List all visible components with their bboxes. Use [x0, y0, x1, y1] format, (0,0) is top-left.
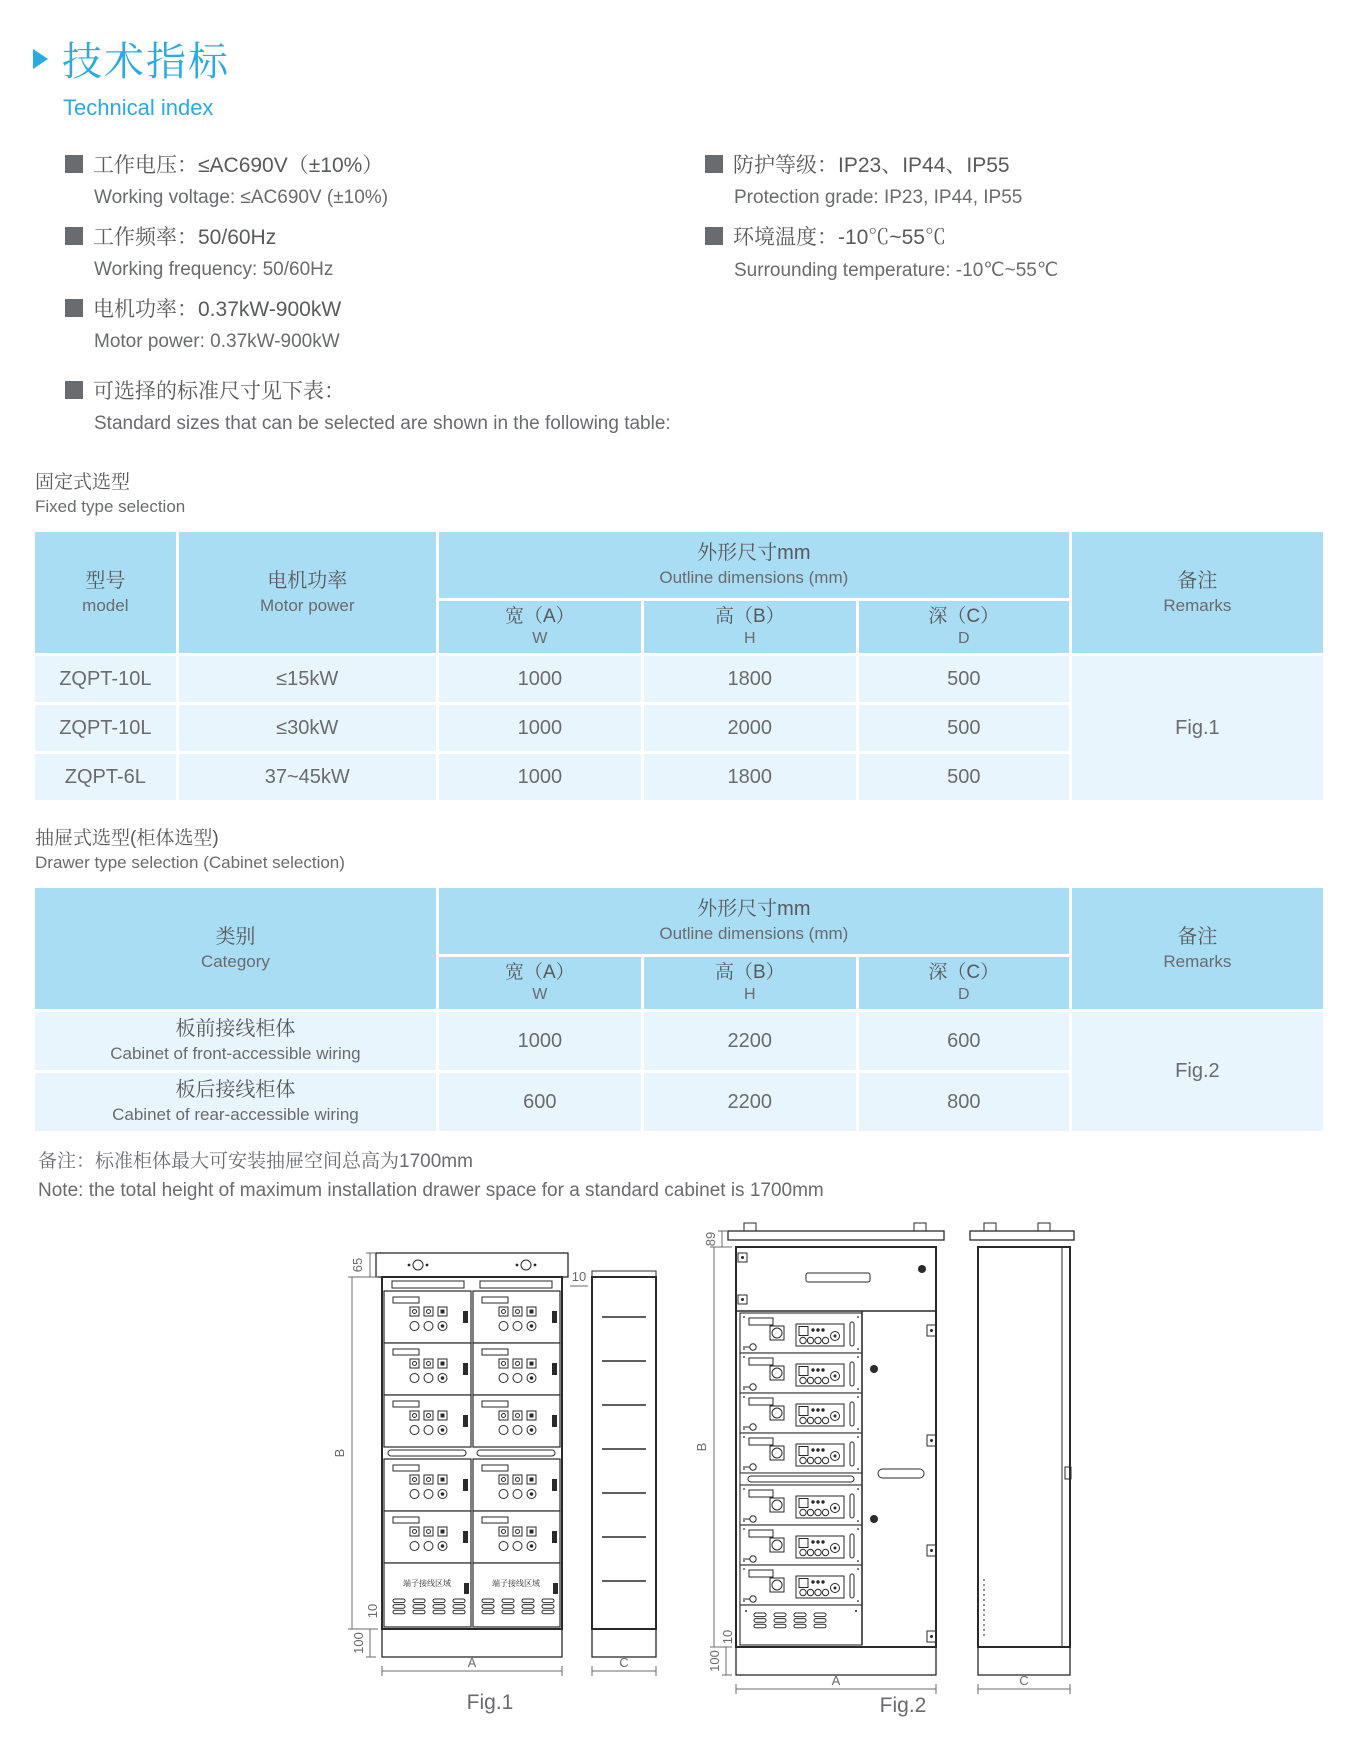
spec-line-zh: 工作频率：50/60Hz	[93, 226, 277, 249]
cell-width: 1000	[439, 1012, 641, 1070]
fig1-caption: Fig.1	[466, 1691, 514, 1714]
cell-depth: 500	[859, 705, 1069, 751]
dim-label-inner: 10	[720, 1629, 735, 1645]
column-header-outline-dimensions: 外形尺寸mm Outline dimensions (mm)	[439, 532, 1069, 598]
spec-item-protection	[705, 149, 1357, 209]
figures-area	[0, 1207, 1357, 1755]
cell-power: 37~45kW	[179, 754, 436, 800]
dim-label-width: A	[467, 1655, 477, 1670]
dim-label-top: 65	[350, 1257, 365, 1273]
spec-line-en: Surrounding temperature: -10℃~55℃	[734, 260, 1059, 281]
dim-label-height: B	[694, 1442, 709, 1452]
fig2-side-view	[970, 1223, 1074, 1675]
fig2-front-view	[728, 1223, 944, 1675]
cell-height: 2200	[644, 1073, 856, 1131]
section-arrow-icon	[33, 49, 48, 69]
square-bullet-icon	[65, 381, 83, 399]
cell-depth: 800	[859, 1073, 1069, 1131]
fig1-side-view	[592, 1271, 656, 1657]
spec-line-zh: 电机功率：0.37kW-900kW	[93, 298, 342, 321]
dim-label-top: 89	[703, 1231, 718, 1247]
square-bullet-icon	[705, 155, 723, 173]
dim-label-depth: C	[619, 1655, 629, 1670]
spec-line-zh: 工作电压：≤AC690V（±10%）	[93, 154, 384, 177]
fig2-door	[862, 1311, 936, 1645]
fig2-caption: Fig.2	[879, 1694, 927, 1717]
column-header-height: 高（B） H	[644, 601, 856, 653]
column-header-outline-dimensions: 外形尺寸mm Outline dimensions (mm)	[439, 888, 1069, 954]
cell-model: ZQPT-10L	[35, 705, 176, 751]
spec-line-en: Standard sizes that can be selected are shown in the following table:	[94, 413, 671, 434]
square-bullet-icon	[65, 227, 83, 245]
column-header-remarks: 备注 Remarks	[1072, 532, 1323, 653]
fig1-terminal-area	[384, 1563, 560, 1627]
table-row	[35, 656, 1323, 702]
note-en: Note: the total height of maximum installation drawer space for a standard cabinet is 1700mm	[38, 1179, 824, 1201]
cell-category: 板后接线柜体 Cabinet of rear-accessible wiring	[35, 1073, 436, 1131]
column-header-remarks: 备注 Remarks	[1072, 888, 1323, 1009]
table-note	[38, 1148, 1357, 1205]
fig2-drawer-cabinet-drawing	[688, 1207, 1088, 1717]
spec-item-frequency	[65, 221, 705, 281]
cell-remark: Fig.2	[1072, 1012, 1323, 1131]
spec-item-temperature	[705, 221, 1357, 282]
fig1-fixed-cabinet-drawing	[330, 1239, 690, 1719]
cell-depth: 500	[859, 656, 1069, 702]
terminal-area-label: 端子接线区域	[492, 1579, 540, 1588]
cell-model: ZQPT-6L	[35, 754, 176, 800]
page-header	[0, 0, 1357, 121]
drawer-table-caption-zh: 抽屉式选型(柜体选型)	[35, 828, 219, 849]
fixed-table-caption-zh: 固定式选型	[35, 472, 131, 493]
dim-label-height: B	[332, 1448, 347, 1458]
square-bullet-icon	[65, 155, 83, 173]
cell-width: 1000	[439, 754, 641, 800]
dim-label-width: A	[831, 1673, 841, 1688]
cell-power: ≤30kW	[179, 705, 436, 751]
spec-item-voltage	[65, 149, 705, 209]
column-header-category: 类别 Category	[35, 888, 436, 1009]
spec-column-left	[65, 149, 705, 447]
cell-width: 600	[439, 1073, 641, 1131]
cell-model: ZQPT-10L	[35, 656, 176, 702]
cell-width: 1000	[439, 656, 641, 702]
column-header-width: 宽（A） W	[439, 957, 641, 1009]
spec-list	[65, 149, 1357, 447]
column-header-model: 型号 model	[35, 532, 176, 653]
cell-depth: 600	[859, 1012, 1069, 1070]
dim-label-inner: 10	[365, 1603, 380, 1619]
cell-depth: 500	[859, 754, 1069, 800]
spec-item-table-intro	[65, 375, 705, 435]
drawer-table-caption-en: Drawer type selection (Cabinet selection)	[35, 853, 345, 872]
fixed-type-table	[32, 529, 1326, 803]
cell-height: 2200	[644, 1012, 856, 1070]
table-row	[35, 1012, 1323, 1070]
column-header-depth: 深（C） D	[859, 601, 1069, 653]
spec-line-zh: 环境温度：-10℃~55℃	[733, 226, 946, 249]
dim-label-top-right: 10	[571, 1269, 587, 1284]
dim-label-depth: C	[1019, 1673, 1029, 1688]
spec-line-zh: 防护等级：IP23、IP44、IP55	[733, 154, 1010, 177]
spec-line-en: Motor power: 0.37kW-900kW	[94, 331, 340, 352]
page-title: 技术指标	[62, 40, 230, 84]
spec-line-en: Working frequency: 50/60Hz	[94, 259, 334, 280]
cell-height: 1800	[644, 656, 856, 702]
column-header-motor-power: 电机功率 Motor power	[179, 532, 436, 653]
terminal-area-label: 端子接线区域	[403, 1579, 451, 1588]
drawer-type-table	[32, 885, 1326, 1134]
square-bullet-icon	[705, 227, 723, 245]
spec-item-motor-power	[65, 293, 705, 353]
column-header-height: 高（B） H	[644, 957, 856, 1009]
cell-power: ≤15kW	[179, 656, 436, 702]
cell-height: 2000	[644, 705, 856, 751]
fig1-front-view	[376, 1253, 568, 1657]
square-bullet-icon	[65, 299, 83, 317]
page-subtitle: Technical index	[63, 95, 214, 120]
note-zh: 备注：标准柜体最大可安装抽屉空间总高为1700mm	[38, 1151, 473, 1172]
dim-label-base: 100	[707, 1650, 722, 1672]
cell-category: 板前接线柜体 Cabinet of front-accessible wiring	[35, 1012, 436, 1070]
column-header-depth: 深（C） D	[859, 957, 1069, 1009]
spec-line-en: Protection grade: IP23, IP44, IP55	[734, 187, 1023, 208]
spec-line-en: Working voltage: ≤AC690V (±10%)	[94, 187, 389, 208]
spec-column-right	[705, 149, 1357, 447]
cell-remark: Fig.1	[1072, 656, 1323, 800]
cell-width: 1000	[439, 705, 641, 751]
dim-label-base: 100	[351, 1632, 366, 1654]
column-header-width: 宽（A） W	[439, 601, 641, 653]
cell-height: 1800	[644, 754, 856, 800]
fig2-vent-panel	[740, 1605, 862, 1645]
spec-line-zh: 可选择的标准尺寸见下表：	[93, 380, 345, 403]
fixed-table-caption-en: Fixed type selection	[35, 497, 186, 516]
